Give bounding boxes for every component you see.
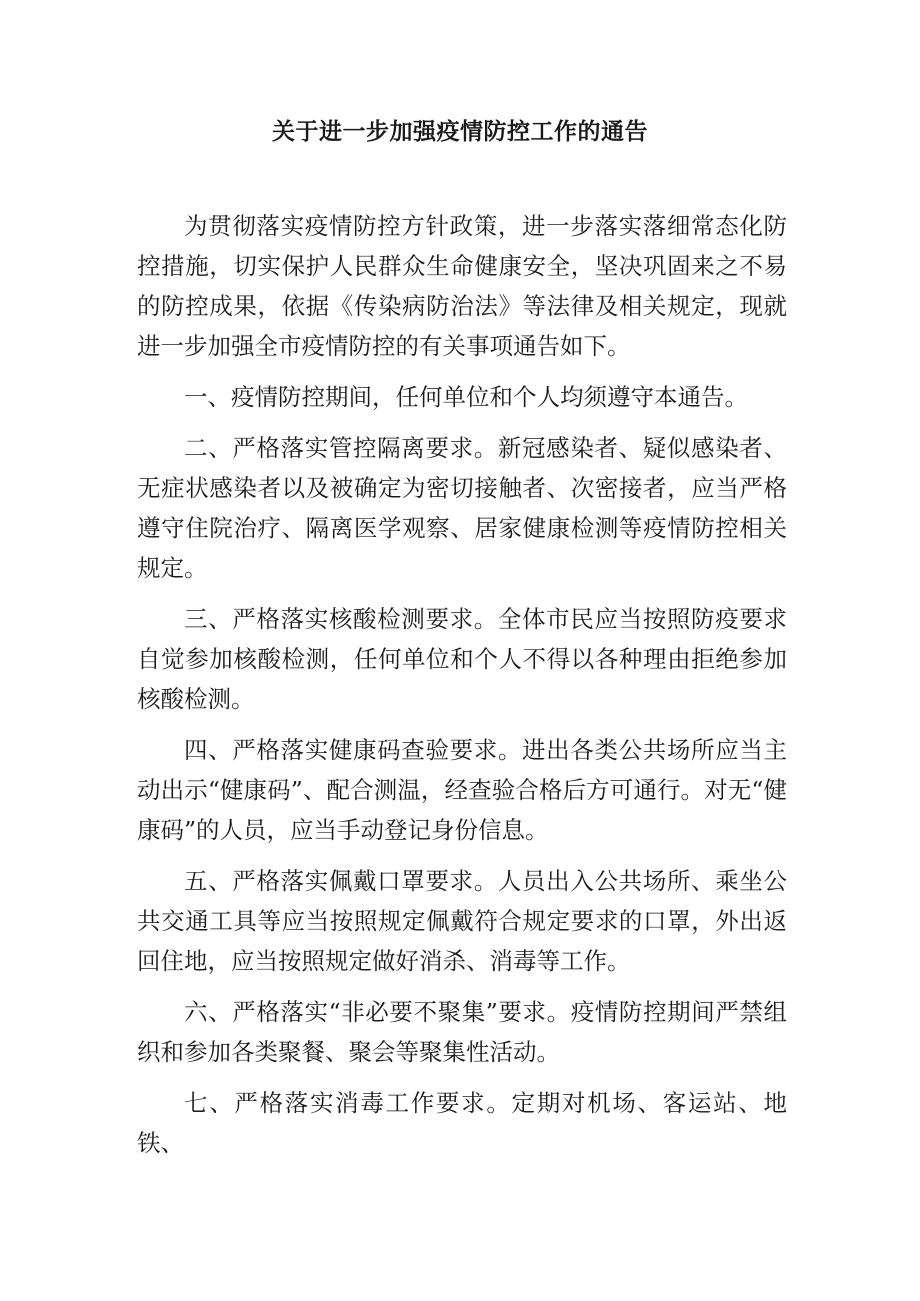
paragraph-item-2: 二、严格落实管控隔离要求。新冠感染者、疑似感染者、无症状感染者以及被确定为密切接触者、次密接者，应当严格遵守住院治疗、隔离医学观察、居家健康检测等疫情防控相关规定。 (137, 434, 787, 582)
document-body (137, 206, 787, 1174)
paragraph-item-6: 六、严格落实“非必要不聚集”要求。疫情防控期间严禁组织和参加各类聚餐、聚会等聚集性活动。 (137, 998, 787, 1066)
paragraph-intro: 为贯彻落实疫情防控方针政策，进一步落实落细常态化防控措施，切实保护人民群众生命健康安全，坚决巩固来之不易的防控成果，依据《传染病防治法》等法律及相关规定，现就进一步加强全市疫情防控的有关事项通告如下。 (137, 212, 787, 360)
paragraph-item-7: 七、严格落实消毒工作要求。定期对机场、客运站、地铁、 (137, 1089, 787, 1157)
paragraph-item-1: 一、疫情防控期间，任何单位和个人均须遵守本通告。 (184, 383, 748, 411)
paragraph-item-4: 四、严格落实健康码查验要求。进出各类公共场所应当主动出示“健康码”、配合测温，经查验合格后方可通行。对无“健康码”的人员，应当手动登记身份信息。 (137, 736, 787, 844)
document-title: 关于进一步加强疫情防控工作的通告 (272, 119, 648, 145)
paragraph-item-5: 五、严格落实佩戴口罩要求。人员出入公共场所、乘坐公共交通工具等应当按照规定佩戴符合规定要求的口罩，外出返回住地，应当按照规定做好消杀、消毒等工作。 (137, 867, 787, 975)
paragraph-item-3: 三、严格落实核酸检测要求。全体市民应当按照防疫要求自觉参加核酸检测，任何单位和个人不得以各种理由拒绝参加核酸检测。 (137, 605, 787, 713)
